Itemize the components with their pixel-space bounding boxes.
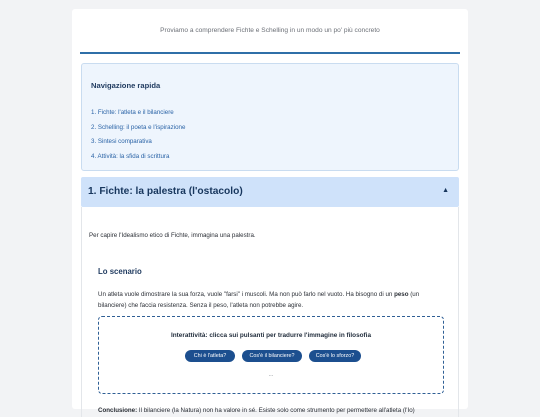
nav-link-activity[interactable]: 4. Attività: la sfida di scrittura: [91, 153, 170, 160]
nav-link-schelling[interactable]: 2. Schelling: il poeta e l'ispirazione: [91, 124, 186, 131]
interactive-box: [98, 316, 444, 394]
scenario-paragraph: [98, 289, 446, 311]
quick-navigation-title: Navigazione rapida: [91, 81, 161, 90]
quick-navigation: [81, 63, 459, 171]
conclusion-label: Conclusione:: [98, 407, 138, 414]
section-fichte-content: [81, 207, 459, 417]
header-divider: [80, 52, 460, 54]
answer-placeholder: ...: [268, 372, 274, 378]
section-fichte-header[interactable]: [81, 177, 459, 207]
what-is-effort-button[interactable]: Cos'è lo sforzo?: [309, 350, 361, 362]
scenario-text-start: Un atleta vuole dimostrare la sua forza, vuole "farsi" i muscoli. Ma non può farlo nel vuoto. Ha bisogno di un: [98, 291, 395, 298]
page-subtitle: Proviamo a comprendere Fichte e Schelling in un modo un po' più concreto: [160, 27, 380, 34]
conclusion-text: [98, 407, 458, 414]
section-fichte-title: 1. Fichte: la palestra (l'ostacolo): [88, 186, 243, 197]
scenario-text-end: (un bilanciere) che faccia resistenza. Senza il peso, l'atleta non potrebbe agire.: [98, 291, 420, 309]
what-is-barbell-button[interactable]: Cos'è il bilanciere?: [242, 350, 302, 362]
interactive-title: Interattività: clicca sui pulsanti per tradurre l'immagine in filosofia: [170, 332, 372, 339]
conclusion-body: Il bilanciere (la Natura) non ha valore in sé. Esiste solo come strumento per permettere all'atleta (l'Io): [137, 407, 415, 414]
nav-link-synthesis[interactable]: 3. Sintesi comparativa: [91, 138, 152, 145]
section-intro: Per capire l'Idealismo etico di Fichte, immagina una palestra.: [89, 232, 256, 239]
nav-link-fichte[interactable]: 1. Fichte: l'atleta e il bilanciere: [91, 109, 174, 116]
scenario-heading: Lo scenario: [98, 267, 142, 276]
scenario-bold-word: peso: [394, 291, 409, 298]
who-is-athlete-button[interactable]: Chi è l'atleta?: [185, 350, 235, 362]
lesson-page: [72, 9, 468, 414]
collapse-arrow-icon[interactable]: ▲: [442, 187, 449, 194]
